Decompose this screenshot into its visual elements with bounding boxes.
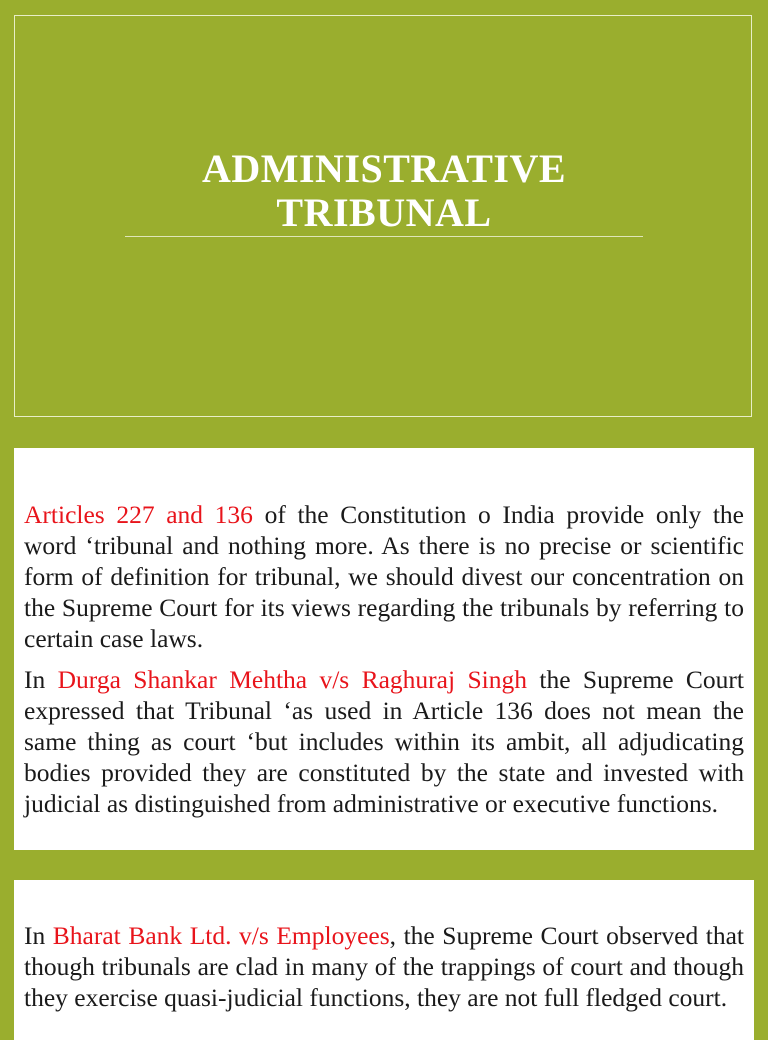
paragraph-lead: In xyxy=(24,665,58,694)
paragraph-text: of the Constitution o India provide only the word ‘tribunal and nothing more. As there is no precise or scientific form of definition for tribunal, we should divest our concentration on the Supreme Court for its views regarding the tribunals by referring to certain case laws. xyxy=(24,500,744,653)
paragraph-articles xyxy=(24,448,744,654)
title-divider xyxy=(125,236,643,237)
paragraph-bharat-case xyxy=(24,880,744,1013)
paragraph-text: the Supreme Court expressed that Tribunal ‘as used in Article 136 does not mean the same thing as court ‘but includes within its ambit, all adjudicating bodies provided they are constituted by the state and invested with judicial as distinguished from administrative or executive functions. xyxy=(24,665,744,818)
title-line-1: ADMINISTRATIVE xyxy=(201,146,567,191)
slide-articles xyxy=(14,448,754,850)
highlight-articles: Articles 227 and 136 xyxy=(24,500,253,529)
paragraph-durga-case xyxy=(24,664,744,819)
slide-title xyxy=(0,147,768,235)
paragraph-text: , the Supreme Court observed that though tribunals are clad in many of the trappings of court and though they exercise quasi-judicial functions, they are not full fledged court. xyxy=(24,921,744,1012)
title-slide xyxy=(0,0,768,432)
title-line-2: TRIBUNAL xyxy=(276,190,492,235)
highlight-case-name: Bharat Bank Ltd. v/s Employees xyxy=(52,921,390,950)
highlight-case-name: Durga Shankar Mehtha v/s Raghuraj Singh xyxy=(57,665,527,694)
paragraph-lead: In xyxy=(24,921,53,950)
slide-bharat-bank xyxy=(14,880,754,1040)
